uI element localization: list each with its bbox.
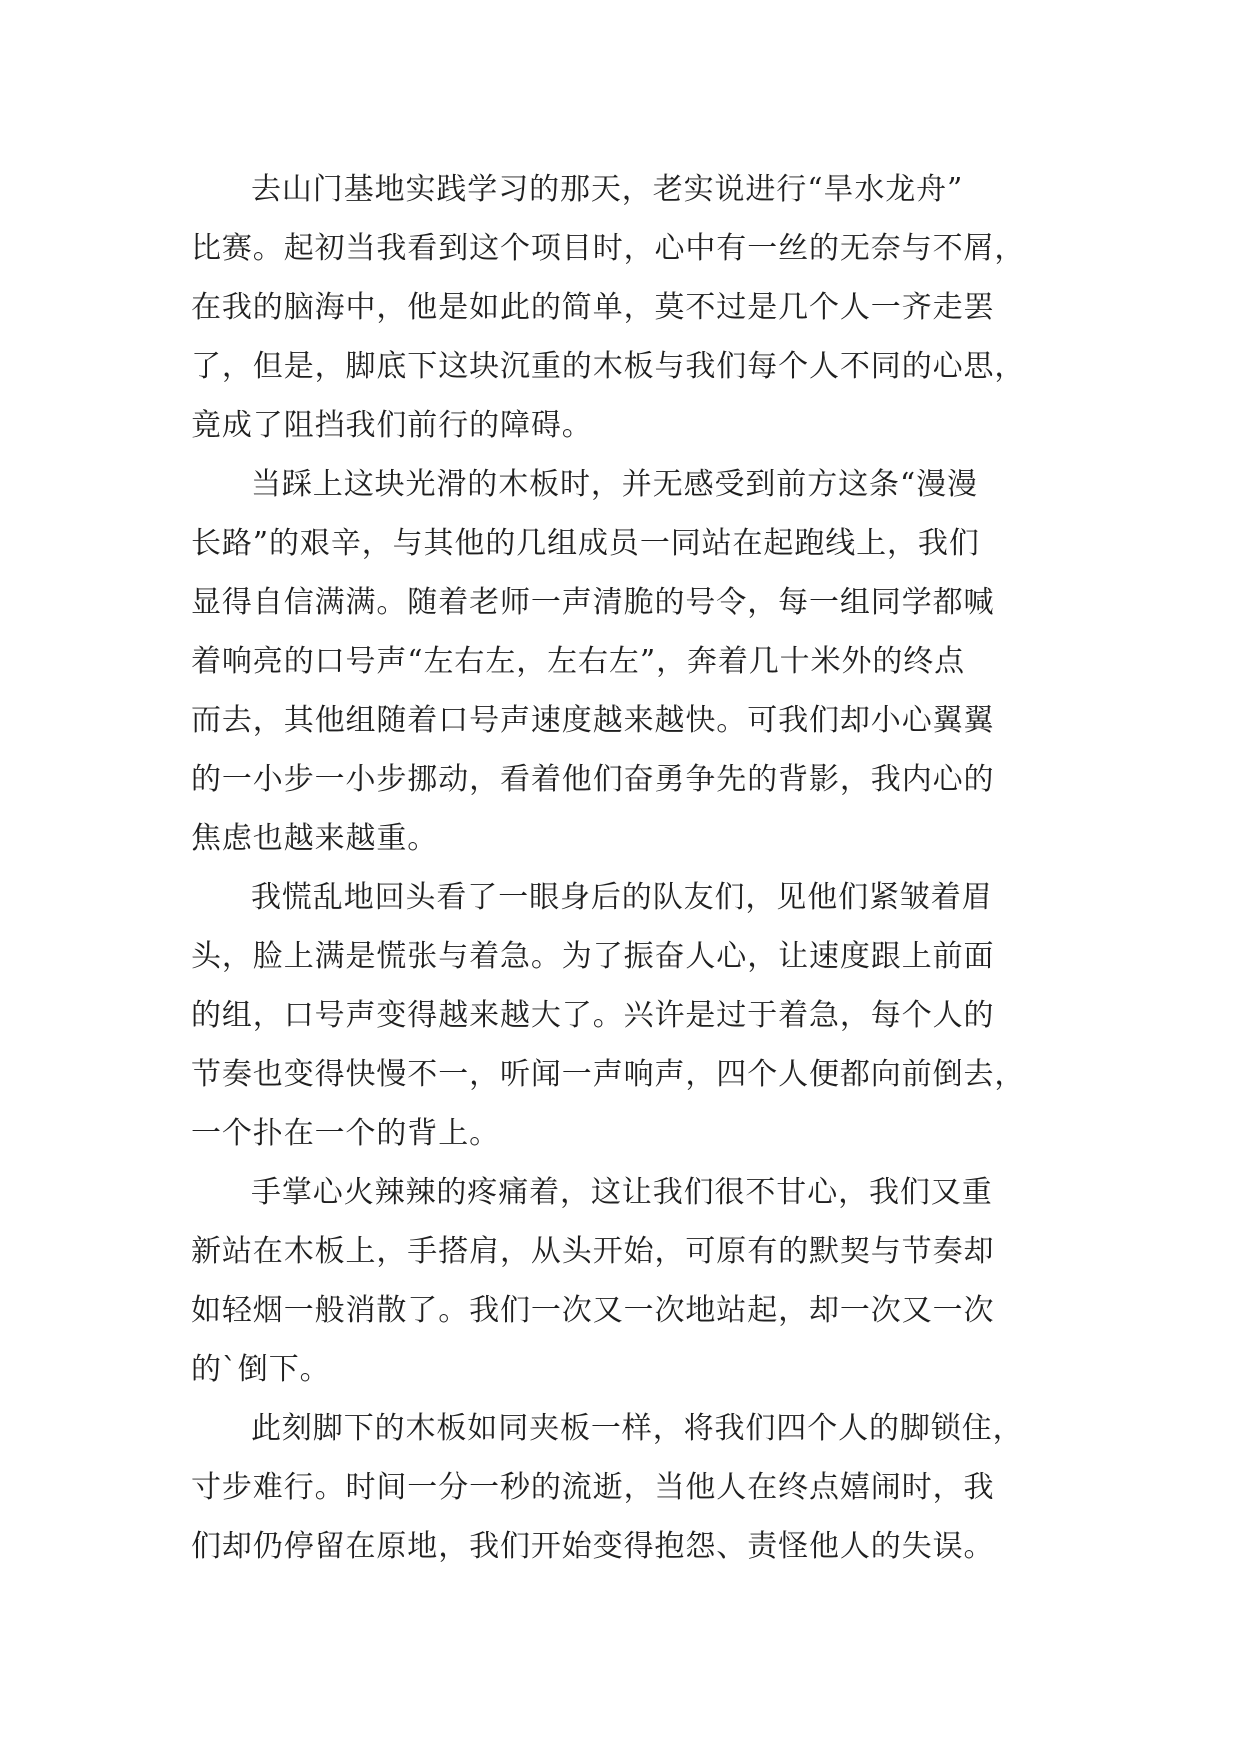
paragraph-line: 的`倒下。 <box>191 1352 331 1387</box>
paragraph-5 <box>191 1399 1051 1576</box>
paragraph-line: 焦虑也越来越重。 <box>191 821 439 856</box>
paragraph-line: 节奏也变得快慢不一，听闻一声响声，四个人便都向前倒去， <box>191 1057 1026 1092</box>
paragraph-1 <box>191 160 1051 455</box>
paragraph-line: 着响亮的口号声“左右左，左右左”，奔着几十米外的终点 <box>191 644 966 679</box>
paragraph-3 <box>191 868 1051 1163</box>
paragraph-line: 手掌心火辣辣的疼痛着，这让我们很不甘心，我们又重 <box>251 1175 993 1210</box>
paragraph-line: 一个扑在一个的背上。 <box>191 1116 500 1151</box>
paragraph-2 <box>191 455 1051 868</box>
paragraph-line: 头，脸上满是慌张与着急。为了振奋人心，让速度跟上前面 <box>191 939 995 974</box>
paragraph-line: 的一小步一小步挪动，看着他们奋勇争先的背影，我内心的 <box>191 762 995 797</box>
paragraph-line: 竟成了阻挡我们前行的障碍。 <box>191 408 593 443</box>
paragraph-line: 而去，其他组随着口号声速度越来越快。可我们却小心翼翼 <box>191 703 995 738</box>
paragraph-line: 了，但是，脚底下这块沉重的木板与我们每个人不同的心思， <box>191 349 1026 384</box>
paragraph-line: 长路”的艰辛，与其他的几组成员一同站在起跑线上，我们 <box>191 526 980 561</box>
paragraph-line: 此刻脚下的木板如同夹板一样，将我们四个人的脚锁住， <box>251 1411 1024 1446</box>
paragraph-4 <box>191 1163 1051 1399</box>
paragraph-line: 我慌乱地回头看了一眼身后的队友们，见他们紧皱着眉 <box>251 880 993 915</box>
paragraph-line: 新站在木板上，手搭肩，从头开始，可原有的默契与节奏却 <box>191 1234 995 1269</box>
paragraph-line: 如轻烟一般消散了。我们一次又一次地站起，却一次又一次 <box>191 1293 995 1328</box>
paragraph-line: 寸步难行。时间一分一秒的流逝，当他人在终点嬉闹时，我 <box>191 1470 995 1505</box>
paragraph-line: 的组，口号声变得越来越大了。兴许是过于着急，每个人的 <box>191 998 995 1033</box>
paragraph-line: 比赛。起初当我看到这个项目时，心中有一丝的无奈与不屑， <box>191 231 1026 266</box>
paragraph-line: 去山门基地实践学习的那天，老实说进行“旱水龙舟” <box>251 172 964 207</box>
document-body <box>191 160 1051 1576</box>
paragraph-line: 在我的脑海中，他是如此的简单，莫不过是几个人一齐走罢 <box>191 290 995 325</box>
paragraph-line: 们却仍停留在原地，我们开始变得抱怨、责怪他人的失误。 <box>191 1529 995 1564</box>
paragraph-line: 显得自信满满。随着老师一声清脆的号令，每一组同学都喊 <box>191 585 995 620</box>
paragraph-line: 当踩上这块光滑的木板时，并无感受到前方这条“漫漫 <box>251 467 978 502</box>
